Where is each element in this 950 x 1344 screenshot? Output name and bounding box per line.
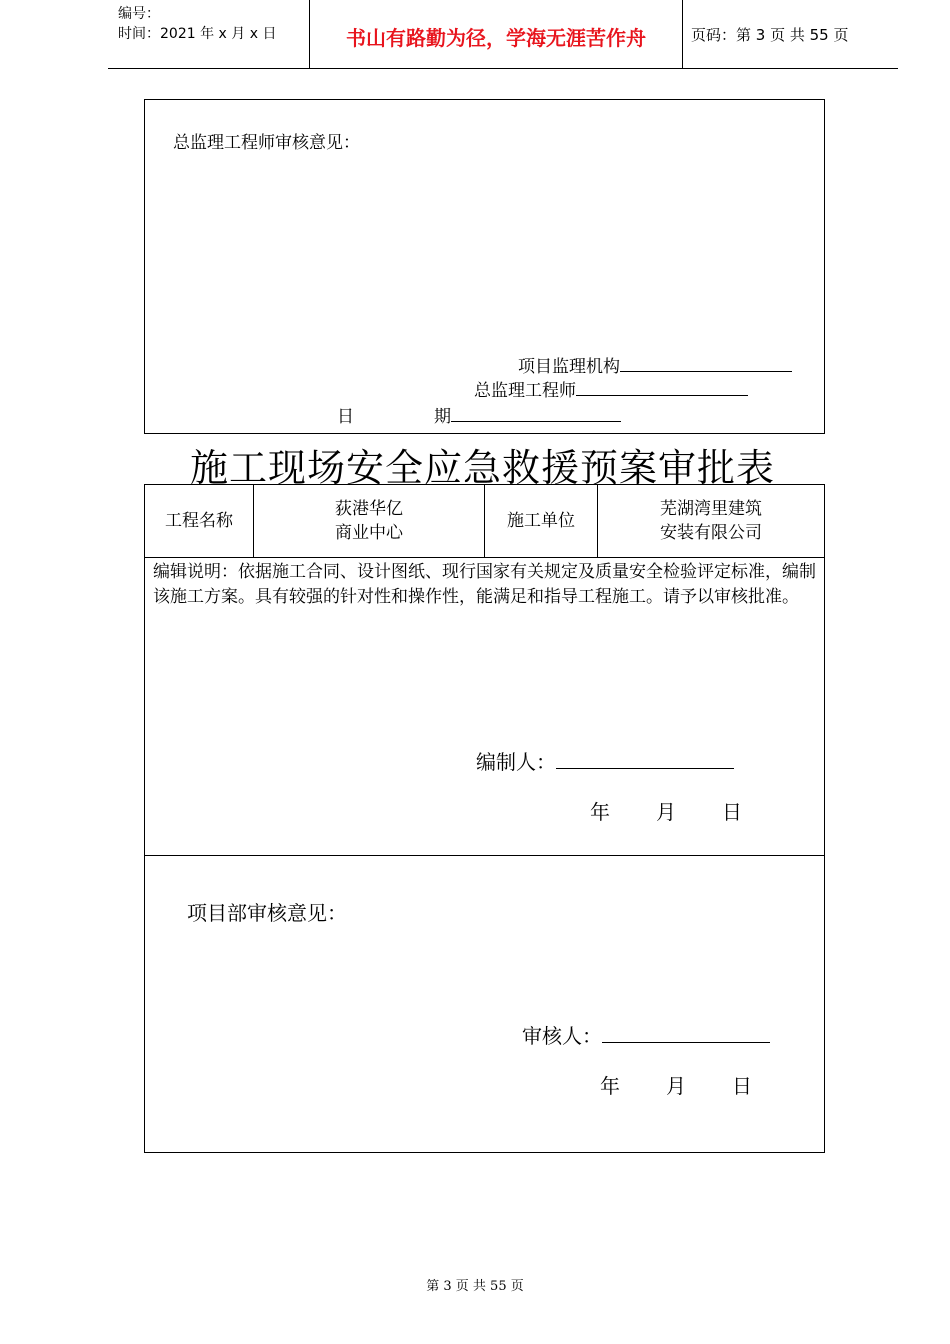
author-date-year: 年 xyxy=(590,800,610,824)
header-meta xyxy=(118,4,276,44)
supervisor-opinion-label: 总监理工程师审核意见： xyxy=(173,133,360,153)
reviewer-date-month: 月 xyxy=(666,1074,686,1098)
form-title: 施工现场安全应急救援预案审批表 xyxy=(190,446,776,490)
reviewer-date-day: 日 xyxy=(732,1074,752,1098)
supervisor-date-line xyxy=(451,403,621,422)
author-label: 编制人： xyxy=(476,750,556,774)
project-name-value xyxy=(254,497,484,545)
contractor-line1: 芜湖湾里建筑 xyxy=(660,499,762,519)
header-motto: 书山有路勤为径，学海无涯苦作舟 xyxy=(346,26,646,50)
chief-engineer-signature-line xyxy=(576,377,748,396)
supervisor-date-label-day: 日 xyxy=(337,407,354,427)
reviewer-date-year: 年 xyxy=(600,1074,620,1098)
contractor-line2: 安装有限公司 xyxy=(660,523,762,543)
project-name-line2: 商业中心 xyxy=(335,523,403,543)
header-page-label: 页码：第 3 页 共 55 页 xyxy=(691,26,849,44)
page-footer: 第 3 页 共 55 页 xyxy=(426,1279,524,1294)
contractor-label: 施工单位 xyxy=(507,511,575,531)
supervision-org-label: 项目监理机构 xyxy=(518,357,620,377)
supervisor-date-row xyxy=(337,402,621,427)
chief-engineer-label: 总监理工程师 xyxy=(474,381,576,401)
document-time-label: 时间：2021 年 x 月 x 日 xyxy=(118,26,277,42)
author-date-row xyxy=(590,796,742,825)
supervisor-date-label-period: 期 xyxy=(434,407,451,427)
document-number-label: 编号： xyxy=(118,6,160,22)
reviewer-signature-line xyxy=(602,1020,770,1043)
contractor-value xyxy=(598,497,824,545)
chief-engineer-row xyxy=(474,376,748,401)
reviewer-label: 审核人： xyxy=(522,1024,602,1048)
row-divider xyxy=(145,557,824,558)
reviewer-date-row xyxy=(600,1070,752,1099)
supervision-org-row xyxy=(518,352,792,377)
form-description: 编辑说明：依据施工合同、设计图纸、现行国家有关规定及质量安全检验评定标准，编制该施工方案。具有较强的针对性和操作性，能满足和指导工程施工。请予以审核批准。 xyxy=(153,562,816,607)
header-divider-right xyxy=(682,0,683,68)
author-date-month: 月 xyxy=(656,800,676,824)
row-divider xyxy=(145,855,824,856)
supervision-org-signature-line xyxy=(620,353,792,372)
author-row xyxy=(476,746,734,775)
project-name-label: 工程名称 xyxy=(165,511,233,531)
author-date-day: 日 xyxy=(722,800,742,824)
dept-opinion-label: 项目部审核意见： xyxy=(187,901,347,925)
author-signature-line xyxy=(556,746,734,769)
reviewer-row xyxy=(522,1020,770,1049)
project-name-line1: 荻港华亿 xyxy=(335,499,403,519)
